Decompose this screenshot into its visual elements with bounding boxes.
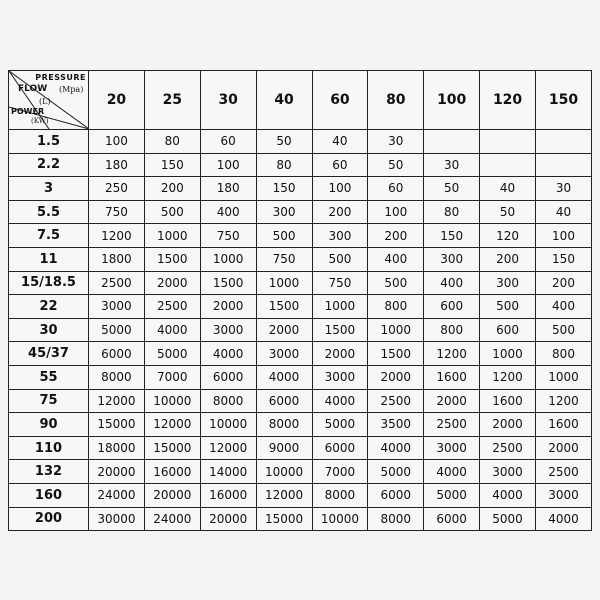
flow-cell: 1000 <box>368 318 424 342</box>
power-cell: 132 <box>9 460 89 484</box>
flow-cell: 12000 <box>200 436 256 460</box>
flow-cell: 10000 <box>144 389 200 413</box>
flow-cell: 500 <box>256 224 312 248</box>
flow-cell: 6000 <box>312 436 368 460</box>
table-row <box>9 318 592 342</box>
flow-cell: 1500 <box>144 247 200 271</box>
table-row <box>9 436 592 460</box>
flow-cell: 500 <box>480 295 536 319</box>
table-row <box>9 295 592 319</box>
flow-cell: 800 <box>424 318 480 342</box>
power-cell: 110 <box>9 436 89 460</box>
flow-cell: 7000 <box>144 365 200 389</box>
flow-cell: 3500 <box>368 413 424 437</box>
flow-cell: 80 <box>144 130 200 154</box>
flow-cell: 2000 <box>424 389 480 413</box>
flow-cell: 750 <box>89 200 145 224</box>
flow-cell: 12000 <box>144 413 200 437</box>
flow-cell: 20000 <box>200 507 256 531</box>
power-cell: 90 <box>9 413 89 437</box>
flow-cell: 1200 <box>89 224 145 248</box>
table-row <box>9 224 592 248</box>
flow-cell: 10000 <box>256 460 312 484</box>
power-cell: 3 <box>9 177 89 201</box>
power-cell: 1.5 <box>9 130 89 154</box>
pressure-header-cell: 150 <box>536 71 592 130</box>
flow-cell: 24000 <box>89 483 145 507</box>
flow-cell: 1500 <box>368 342 424 366</box>
table-row <box>9 483 592 507</box>
flow-cell: 9000 <box>256 436 312 460</box>
flow-table-sheet <box>8 70 592 531</box>
power-cell: 200 <box>9 507 89 531</box>
flow-cell: 50 <box>480 200 536 224</box>
flow-cell: 1800 <box>89 247 145 271</box>
flow-cell: 5000 <box>89 318 145 342</box>
flow-cell: 1500 <box>200 271 256 295</box>
flow-cell: 400 <box>424 271 480 295</box>
flow-cell <box>480 153 536 177</box>
flow-cell: 30 <box>536 177 592 201</box>
flow-cell: 30000 <box>89 507 145 531</box>
flow-cell: 80 <box>256 153 312 177</box>
flow-cell: 2000 <box>200 295 256 319</box>
flow-cell: 750 <box>312 271 368 295</box>
flow-cell: 50 <box>256 130 312 154</box>
flow-cell: 4000 <box>312 389 368 413</box>
flow-cell: 5000 <box>144 342 200 366</box>
flow-cell: 1600 <box>536 413 592 437</box>
flow-cell: 1600 <box>480 389 536 413</box>
flow-cell: 4000 <box>144 318 200 342</box>
flow-cell: 1200 <box>536 389 592 413</box>
flow-cell: 150 <box>256 177 312 201</box>
flow-cell: 6000 <box>200 365 256 389</box>
flow-cell: 18000 <box>89 436 145 460</box>
flow-cell <box>480 130 536 154</box>
flow-cell: 2000 <box>480 413 536 437</box>
flow-cell: 1600 <box>424 365 480 389</box>
flow-label: FLOW <box>18 84 48 94</box>
flow-cell: 500 <box>536 318 592 342</box>
flow-cell: 180 <box>89 153 145 177</box>
flow-cell: 3000 <box>89 295 145 319</box>
flow-cell: 120 <box>480 224 536 248</box>
pressure-header-cell: 60 <box>312 71 368 130</box>
power-unit-label: (KW) <box>31 117 49 125</box>
power-cell: 160 <box>9 483 89 507</box>
flow-cell: 8000 <box>312 483 368 507</box>
flow-cell: 15000 <box>256 507 312 531</box>
flow-cell: 5000 <box>368 460 424 484</box>
flow-cell: 3000 <box>200 318 256 342</box>
flow-cell: 150 <box>424 224 480 248</box>
flow-cell: 6000 <box>89 342 145 366</box>
flow-cell: 20000 <box>144 483 200 507</box>
flow-cell: 100 <box>312 177 368 201</box>
flow-cell: 1000 <box>144 224 200 248</box>
power-cell: 11 <box>9 247 89 271</box>
flow-cell: 50 <box>424 177 480 201</box>
table-row <box>9 130 592 154</box>
pressure-header-cell: 120 <box>480 71 536 130</box>
flow-cell: 2000 <box>368 365 424 389</box>
flow-cell: 6000 <box>368 483 424 507</box>
flow-cell: 400 <box>368 247 424 271</box>
flow-cell: 100 <box>89 130 145 154</box>
flow-cell: 2000 <box>536 436 592 460</box>
flow-cell: 30 <box>424 153 480 177</box>
table-row <box>9 460 592 484</box>
power-cell: 55 <box>9 365 89 389</box>
flow-cell: 180 <box>200 177 256 201</box>
flow-cell: 6000 <box>424 507 480 531</box>
flow-cell: 60 <box>312 153 368 177</box>
table-row <box>9 271 592 295</box>
power-cell: 30 <box>9 318 89 342</box>
pressure-header-cell: 25 <box>144 71 200 130</box>
table-row <box>9 247 592 271</box>
flow-cell: 600 <box>424 295 480 319</box>
power-label: POWER <box>11 107 45 116</box>
flow-cell: 2500 <box>144 295 200 319</box>
flow-cell: 4000 <box>424 460 480 484</box>
flow-cell: 6000 <box>256 389 312 413</box>
flow-cell: 4000 <box>536 507 592 531</box>
flow-unit-label: (L) <box>39 97 51 106</box>
flow-cell: 200 <box>144 177 200 201</box>
flow-cell: 600 <box>480 318 536 342</box>
flow-cell: 1200 <box>480 365 536 389</box>
header-row <box>9 71 592 130</box>
flow-cell: 8000 <box>200 389 256 413</box>
flow-cell <box>536 130 592 154</box>
table-row <box>9 413 592 437</box>
flow-cell: 16000 <box>144 460 200 484</box>
flow-cell: 8000 <box>256 413 312 437</box>
flow-cell: 40 <box>312 130 368 154</box>
flow-cell: 200 <box>368 224 424 248</box>
flow-cell: 80 <box>424 200 480 224</box>
table-row <box>9 507 592 531</box>
flow-cell <box>536 153 592 177</box>
flow-cell: 5000 <box>480 507 536 531</box>
flow-cell: 8000 <box>89 365 145 389</box>
flow-cell: 150 <box>536 247 592 271</box>
pressure-flow-table <box>8 70 592 531</box>
flow-cell: 24000 <box>144 507 200 531</box>
flow-cell: 2000 <box>312 342 368 366</box>
flow-cell: 40 <box>536 200 592 224</box>
flow-cell: 300 <box>480 271 536 295</box>
flow-cell: 15000 <box>89 413 145 437</box>
flow-cell: 2500 <box>480 436 536 460</box>
flow-cell: 500 <box>368 271 424 295</box>
flow-cell: 5000 <box>424 483 480 507</box>
pressure-header-cell: 20 <box>89 71 145 130</box>
flow-cell: 800 <box>536 342 592 366</box>
table-body <box>9 130 592 531</box>
flow-cell: 300 <box>256 200 312 224</box>
flow-cell: 400 <box>200 200 256 224</box>
flow-cell: 500 <box>312 247 368 271</box>
pressure-header-cell: 100 <box>424 71 480 130</box>
flow-cell: 12000 <box>89 389 145 413</box>
flow-cell: 800 <box>368 295 424 319</box>
flow-cell: 4000 <box>368 436 424 460</box>
flow-cell: 5000 <box>312 413 368 437</box>
flow-cell: 3000 <box>256 342 312 366</box>
flow-cell: 2500 <box>89 271 145 295</box>
flow-cell: 750 <box>200 224 256 248</box>
flow-cell <box>424 130 480 154</box>
pressure-header-cell: 30 <box>200 71 256 130</box>
flow-cell: 200 <box>312 200 368 224</box>
table-row <box>9 365 592 389</box>
flow-cell: 2500 <box>368 389 424 413</box>
flow-cell: 150 <box>144 153 200 177</box>
power-cell: 7.5 <box>9 224 89 248</box>
flow-cell: 3000 <box>536 483 592 507</box>
pressure-header-cell: 80 <box>368 71 424 130</box>
flow-cell: 40 <box>480 177 536 201</box>
flow-cell: 3000 <box>424 436 480 460</box>
flow-cell: 60 <box>200 130 256 154</box>
flow-cell: 300 <box>424 247 480 271</box>
flow-cell: 400 <box>536 295 592 319</box>
flow-cell: 1000 <box>312 295 368 319</box>
flow-cell: 2000 <box>256 318 312 342</box>
flow-cell: 8000 <box>368 507 424 531</box>
flow-cell: 1000 <box>200 247 256 271</box>
flow-cell: 2000 <box>144 271 200 295</box>
table-row <box>9 177 592 201</box>
table-row <box>9 200 592 224</box>
flow-cell: 1000 <box>256 271 312 295</box>
power-cell: 5.5 <box>9 200 89 224</box>
corner-header-cell <box>9 71 89 130</box>
flow-cell: 3000 <box>480 460 536 484</box>
flow-cell: 100 <box>200 153 256 177</box>
flow-cell: 2500 <box>424 413 480 437</box>
power-cell: 75 <box>9 389 89 413</box>
flow-cell: 15000 <box>144 436 200 460</box>
flow-cell: 300 <box>312 224 368 248</box>
flow-cell: 16000 <box>200 483 256 507</box>
flow-cell: 1500 <box>312 318 368 342</box>
pressure-label: PRESSURE <box>35 73 86 82</box>
flow-cell: 10000 <box>312 507 368 531</box>
flow-cell: 1200 <box>424 342 480 366</box>
flow-cell: 10000 <box>200 413 256 437</box>
flow-cell: 50 <box>368 153 424 177</box>
power-cell: 22 <box>9 295 89 319</box>
table-row <box>9 389 592 413</box>
flow-cell: 4000 <box>480 483 536 507</box>
flow-cell: 30 <box>368 130 424 154</box>
flow-cell: 3000 <box>312 365 368 389</box>
flow-cell: 1500 <box>256 295 312 319</box>
flow-cell: 200 <box>536 271 592 295</box>
flow-cell: 60 <box>368 177 424 201</box>
power-cell: 2.2 <box>9 153 89 177</box>
pressure-header-cell: 40 <box>256 71 312 130</box>
flow-cell: 200 <box>480 247 536 271</box>
flow-cell: 750 <box>256 247 312 271</box>
pressure-unit-label: (Mpa) <box>59 85 84 94</box>
flow-cell: 4000 <box>200 342 256 366</box>
flow-cell: 4000 <box>256 365 312 389</box>
flow-cell: 500 <box>144 200 200 224</box>
flow-cell: 20000 <box>89 460 145 484</box>
flow-cell: 12000 <box>256 483 312 507</box>
flow-cell: 250 <box>89 177 145 201</box>
flow-cell: 7000 <box>312 460 368 484</box>
flow-cell: 14000 <box>200 460 256 484</box>
power-cell: 15/18.5 <box>9 271 89 295</box>
table-row <box>9 342 592 366</box>
table-row <box>9 153 592 177</box>
flow-cell: 100 <box>368 200 424 224</box>
flow-cell: 1000 <box>536 365 592 389</box>
flow-cell: 1000 <box>480 342 536 366</box>
flow-cell: 2500 <box>536 460 592 484</box>
flow-cell: 100 <box>536 224 592 248</box>
power-cell: 45/37 <box>9 342 89 366</box>
